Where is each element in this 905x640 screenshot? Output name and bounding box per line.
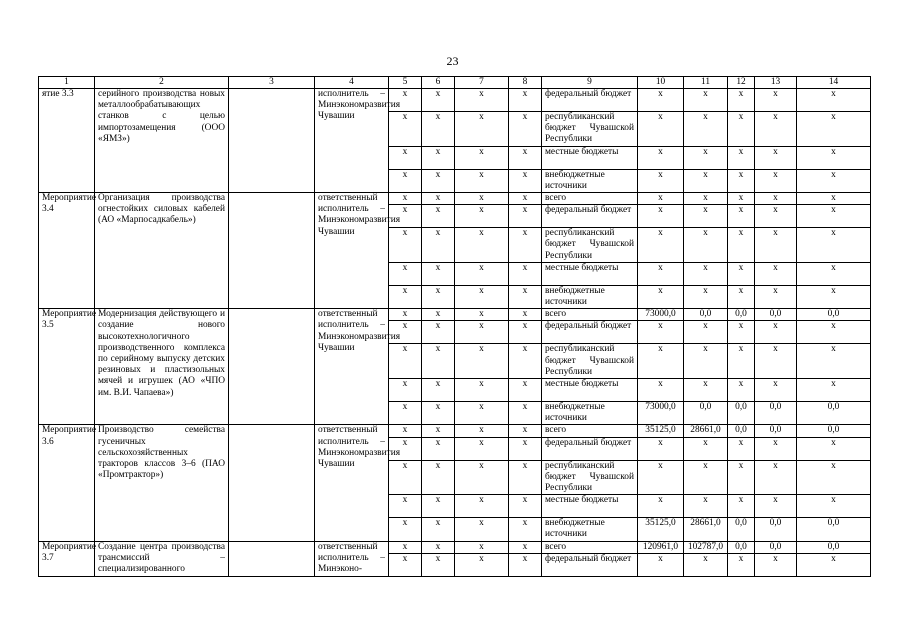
amount-cell: 0,0 [728, 309, 755, 321]
amount-cell: 73000,0 [638, 402, 684, 425]
code-cell: х [389, 309, 422, 321]
code-cell: х [389, 495, 422, 518]
code-cell: х [389, 285, 422, 308]
amount-cell: 0,0 [728, 425, 755, 437]
code-cell: х [389, 89, 422, 112]
funding-source: всего [542, 425, 638, 437]
code-cell: х [422, 228, 455, 263]
code-cell: х [455, 285, 509, 308]
code-cell: х [509, 169, 542, 192]
code-cell: х [389, 518, 422, 541]
funding-source: федеральный бюджет [542, 321, 638, 344]
code-cell: х [422, 541, 455, 553]
amount-cell: х [684, 285, 728, 308]
table-row [39, 193, 871, 205]
responsible-executor: ответственный исполнитель – Минэкономразвития Чувашии [315, 425, 389, 541]
amount-cell: 0,0 [728, 518, 755, 541]
code-cell: х [455, 402, 509, 425]
code-cell: х [455, 541, 509, 553]
code-cell: х [422, 309, 455, 321]
amount-cell: х [797, 193, 871, 205]
amount-cell: х [638, 205, 684, 228]
code-cell: х [455, 193, 509, 205]
amount-cell: х [728, 495, 755, 518]
amount-cell: 73000,0 [638, 309, 684, 321]
table-row [39, 541, 871, 553]
responsible-executor: ответственный исполнитель – Минэкономразвития Чувашии [315, 193, 389, 309]
code-cell: х [422, 425, 455, 437]
funding-source: местные бюджеты [542, 495, 638, 518]
amount-cell: 0,0 [728, 541, 755, 553]
code-cell: х [422, 402, 455, 425]
amount-cell: х [755, 146, 797, 169]
code-cell: х [455, 344, 509, 379]
page-number: 23 [446, 54, 459, 68]
funding-source: внебюджетные источники [542, 518, 638, 541]
code-cell: х [389, 460, 422, 495]
table-row [39, 425, 871, 437]
column-number: 10 [638, 77, 684, 89]
measure-name: ятие 3.3 [39, 89, 95, 193]
code-cell: х [389, 112, 422, 147]
code-cell: х [509, 553, 542, 576]
column-number: 6 [422, 77, 455, 89]
amount-cell: х [797, 228, 871, 263]
measure-description: Создание центра производства трансмиссий – специализированного [95, 541, 229, 576]
amount-cell: х [728, 193, 755, 205]
amount-cell: х [797, 553, 871, 576]
code-cell: х [509, 262, 542, 285]
code-cell: х [422, 205, 455, 228]
table-row [39, 309, 871, 321]
amount-cell: х [684, 169, 728, 192]
amount-cell: х [755, 228, 797, 263]
amount-cell: 0,0 [755, 402, 797, 425]
amount-cell: х [684, 112, 728, 147]
amount-cell: 0,0 [684, 309, 728, 321]
amount-cell: х [797, 285, 871, 308]
amount-cell: х [728, 285, 755, 308]
funding-source: республиканский бюджет Чувашской Республики [542, 344, 638, 379]
code-cell: х [509, 518, 542, 541]
funding-source: местные бюджеты [542, 146, 638, 169]
funding-source: местные бюджеты [542, 262, 638, 285]
amount-cell: х [728, 460, 755, 495]
funding-source: внебюджетные источники [542, 402, 638, 425]
amount-cell: х [638, 553, 684, 576]
code-cell: х [509, 460, 542, 495]
column-number: 12 [728, 77, 755, 89]
amount-cell: 0,0 [755, 541, 797, 553]
code-cell: х [422, 262, 455, 285]
amount-cell: х [755, 495, 797, 518]
amount-cell: х [797, 460, 871, 495]
responsible-executor: ответственный исполнитель – Минэкономразвития Чувашии [315, 309, 389, 425]
column-number: 14 [797, 77, 871, 89]
table-row [39, 89, 871, 112]
amount-cell: 0,0 [797, 309, 871, 321]
amount-cell: х [684, 321, 728, 344]
amount-cell: х [638, 460, 684, 495]
amount-cell: х [684, 437, 728, 460]
amount-cell: х [728, 228, 755, 263]
empty-cell [229, 89, 315, 193]
code-cell: х [455, 321, 509, 344]
amount-cell: х [797, 321, 871, 344]
funding-source: местные бюджеты [542, 379, 638, 402]
measure-name: Мероприятие 3.6 [39, 425, 95, 541]
amount-cell: 0,0 [755, 309, 797, 321]
column-number: 3 [229, 77, 315, 89]
amount-cell: х [638, 169, 684, 192]
amount-cell: х [755, 553, 797, 576]
code-cell: х [509, 309, 542, 321]
funding-source: внебюджетные источники [542, 169, 638, 192]
amount-cell: х [797, 262, 871, 285]
amount-cell: 0,0 [755, 425, 797, 437]
amount-cell: х [797, 89, 871, 112]
amount-cell: х [728, 205, 755, 228]
amount-cell: х [755, 262, 797, 285]
budget-table [38, 76, 871, 577]
code-cell: х [422, 193, 455, 205]
code-cell: х [455, 379, 509, 402]
code-cell: х [455, 495, 509, 518]
amount-cell: х [755, 112, 797, 147]
measure-name: Мероприятие 3.4 [39, 193, 95, 309]
amount-cell: х [755, 321, 797, 344]
code-cell: х [455, 425, 509, 437]
funding-source: федеральный бюджет [542, 437, 638, 460]
code-cell: х [389, 437, 422, 460]
code-cell: х [389, 425, 422, 437]
code-cell: х [422, 285, 455, 308]
code-cell: х [422, 553, 455, 576]
amount-cell: х [728, 146, 755, 169]
code-cell: х [422, 321, 455, 344]
column-number: 4 [315, 77, 389, 89]
amount-cell: 28661,0 [684, 425, 728, 437]
amount-cell: х [728, 169, 755, 192]
amount-cell: х [684, 205, 728, 228]
code-cell: х [455, 262, 509, 285]
empty-cell [229, 309, 315, 425]
amount-cell: х [797, 437, 871, 460]
code-cell: х [455, 205, 509, 228]
amount-cell: х [755, 193, 797, 205]
amount-cell: х [755, 205, 797, 228]
measure-description: Производство семейства гусеничных сельскохозяйственных тракторов классов 3–6 (ПАО «Промтрактор») [95, 425, 229, 541]
code-cell: х [509, 541, 542, 553]
amount-cell: х [638, 146, 684, 169]
amount-cell: х [797, 205, 871, 228]
amount-cell: 0,0 [797, 402, 871, 425]
code-cell: х [422, 146, 455, 169]
amount-cell: 120961,0 [638, 541, 684, 553]
funding-source: республиканский бюджет Чувашской Республики [542, 228, 638, 263]
amount-cell: х [728, 344, 755, 379]
amount-cell: 0,0 [797, 518, 871, 541]
amount-cell: 35125,0 [638, 425, 684, 437]
amount-cell: х [728, 553, 755, 576]
amount-cell: 28661,0 [684, 518, 728, 541]
amount-cell: х [638, 495, 684, 518]
amount-cell: х [797, 495, 871, 518]
code-cell: х [455, 460, 509, 495]
responsible-executor: исполнитель – Минэкономразвития Чувашии [315, 89, 389, 193]
code-cell: х [455, 112, 509, 147]
measure-name: Мероприятие 3.5 [39, 309, 95, 425]
code-cell: х [455, 89, 509, 112]
empty-cell [229, 193, 315, 309]
column-number: 2 [95, 77, 229, 89]
amount-cell: х [797, 169, 871, 192]
code-cell: х [509, 321, 542, 344]
code-cell: х [455, 518, 509, 541]
amount-cell: х [684, 146, 728, 169]
code-cell: х [509, 402, 542, 425]
funding-source: федеральный бюджет [542, 89, 638, 112]
amount-cell: х [755, 379, 797, 402]
measure-description: серийного производства новых металлообрабатывающих станков с целью импортозамещения (ООО «ЯМЗ») [95, 89, 229, 193]
funding-source: внебюджетные источники [542, 285, 638, 308]
amount-cell: х [728, 112, 755, 147]
code-cell: х [455, 146, 509, 169]
amount-cell: х [684, 89, 728, 112]
amount-cell: х [638, 228, 684, 263]
column-number: 7 [455, 77, 509, 89]
code-cell: х [389, 402, 422, 425]
measure-description: Организация производства огнестойких силовых кабелей (АО «Марпосадкабель») [95, 193, 229, 309]
code-cell: х [509, 437, 542, 460]
code-cell: х [455, 169, 509, 192]
funding-source: всего [542, 541, 638, 553]
code-cell: х [455, 309, 509, 321]
amount-cell: х [755, 437, 797, 460]
amount-cell: х [684, 379, 728, 402]
code-cell: х [509, 193, 542, 205]
code-cell: х [422, 379, 455, 402]
code-cell: х [389, 553, 422, 576]
amount-cell: х [638, 321, 684, 344]
code-cell: х [389, 321, 422, 344]
funding-source: федеральный бюджет [542, 553, 638, 576]
amount-cell: х [684, 228, 728, 263]
amount-cell: х [755, 344, 797, 379]
amount-cell: х [684, 553, 728, 576]
amount-cell: х [684, 344, 728, 379]
code-cell: х [389, 541, 422, 553]
amount-cell: х [755, 285, 797, 308]
code-cell: х [422, 344, 455, 379]
amount-cell: х [728, 262, 755, 285]
code-cell: х [455, 228, 509, 263]
code-cell: х [509, 425, 542, 437]
amount-cell: х [797, 344, 871, 379]
amount-cell: х [797, 146, 871, 169]
amount-cell: х [684, 460, 728, 495]
amount-cell: х [728, 379, 755, 402]
amount-cell: х [684, 193, 728, 205]
code-cell: х [422, 89, 455, 112]
measure-name: Мероприятие 3.7 [39, 541, 95, 576]
code-cell: х [389, 169, 422, 192]
funding-source: всего [542, 309, 638, 321]
amount-cell: х [638, 344, 684, 379]
amount-cell: х [728, 437, 755, 460]
amount-cell: х [638, 437, 684, 460]
column-header-row [39, 77, 871, 89]
amount-cell: х [684, 495, 728, 518]
code-cell: х [389, 193, 422, 205]
amount-cell: х [728, 89, 755, 112]
code-cell: х [509, 205, 542, 228]
code-cell: х [509, 344, 542, 379]
column-number: 1 [39, 77, 95, 89]
amount-cell: х [638, 262, 684, 285]
amount-cell: х [728, 321, 755, 344]
code-cell: х [509, 495, 542, 518]
amount-cell: 0,0 [797, 425, 871, 437]
column-number: 5 [389, 77, 422, 89]
code-cell: х [509, 112, 542, 147]
amount-cell: х [755, 460, 797, 495]
amount-cell: 0,0 [684, 402, 728, 425]
code-cell: х [509, 228, 542, 263]
amount-cell: х [638, 112, 684, 147]
amount-cell: х [797, 112, 871, 147]
code-cell: х [389, 146, 422, 169]
table-body [39, 89, 871, 577]
responsible-executor: ответственный исполнитель – Минэконо- [315, 541, 389, 576]
code-cell: х [509, 89, 542, 112]
funding-source: федеральный бюджет [542, 205, 638, 228]
column-number: 11 [684, 77, 728, 89]
code-cell: х [455, 553, 509, 576]
amount-cell: 0,0 [797, 541, 871, 553]
code-cell: х [422, 518, 455, 541]
amount-cell: 35125,0 [638, 518, 684, 541]
code-cell: х [389, 262, 422, 285]
amount-cell: 0,0 [755, 518, 797, 541]
funding-source: республиканский бюджет Чувашской Республики [542, 460, 638, 495]
code-cell: х [389, 205, 422, 228]
measure-description: Модернизация действующего и создание нового высокотехнологичного производственного комплекса по серийному выпуску детских резиновых и пластизольных мячей и игрушек (АО «ЧПО им. В.И. Чапаева») [95, 309, 229, 425]
empty-cell [229, 541, 315, 576]
funding-source: республиканский бюджет Чувашской Республики [542, 112, 638, 147]
amount-cell: х [638, 89, 684, 112]
amount-cell: х [797, 379, 871, 402]
funding-source: всего [542, 193, 638, 205]
code-cell: х [509, 146, 542, 169]
column-number: 9 [542, 77, 638, 89]
code-cell: х [422, 460, 455, 495]
amount-cell: х [638, 285, 684, 308]
amount-cell: х [638, 193, 684, 205]
code-cell: х [422, 495, 455, 518]
code-cell: х [509, 379, 542, 402]
amount-cell: х [684, 262, 728, 285]
code-cell: х [509, 285, 542, 308]
code-cell: х [455, 437, 509, 460]
code-cell: х [389, 379, 422, 402]
code-cell: х [422, 112, 455, 147]
code-cell: х [389, 228, 422, 263]
code-cell: х [389, 344, 422, 379]
amount-cell: х [638, 379, 684, 402]
column-number: 8 [509, 77, 542, 89]
code-cell: х [422, 437, 455, 460]
empty-cell [229, 425, 315, 541]
amount-cell: х [755, 169, 797, 192]
column-number: 13 [755, 77, 797, 89]
amount-cell: 0,0 [728, 402, 755, 425]
amount-cell: х [755, 89, 797, 112]
code-cell: х [422, 169, 455, 192]
amount-cell: 102787,0 [684, 541, 728, 553]
